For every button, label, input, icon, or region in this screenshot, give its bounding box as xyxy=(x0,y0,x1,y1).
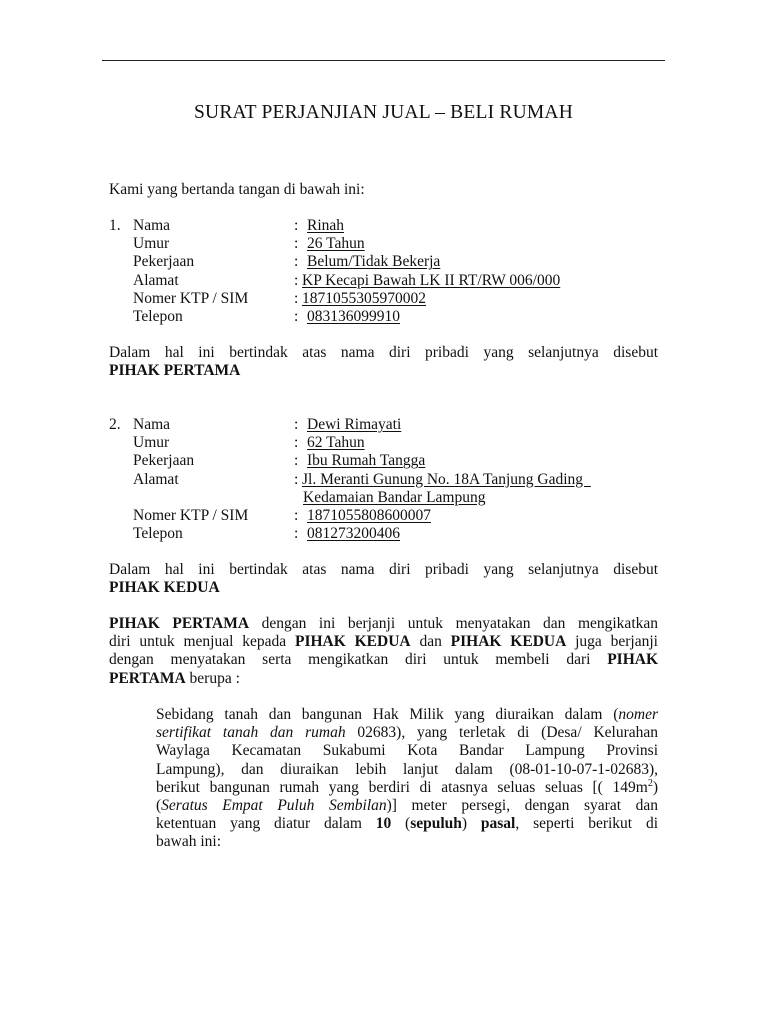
party-2-ref: PIHAK KEDUA xyxy=(294,633,411,651)
job-label: Pekerjaan xyxy=(133,253,195,271)
property-line-8: bawah ini: xyxy=(156,833,221,851)
agreement-text: juga berjanji xyxy=(566,633,658,651)
colon: : xyxy=(294,434,299,452)
property-text: ( xyxy=(391,815,411,833)
property-text: berikut bangunan rumah yang berdiri di atasnya seluas seluas [( 149m xyxy=(156,778,648,796)
party-1-age: 26 Tahun xyxy=(307,235,365,253)
party-1-job-row xyxy=(109,253,669,271)
party-1-age-row xyxy=(109,235,669,253)
property-line-7 xyxy=(156,815,658,833)
agreement-line-4 xyxy=(109,670,658,688)
property-line-5 xyxy=(156,779,658,797)
party-2-address-row xyxy=(109,471,669,489)
party-2-address-line-2: Kedamaian Bandar Lampung xyxy=(303,488,486,506)
party-1-statement xyxy=(109,344,658,380)
address-label: Alamat xyxy=(133,271,179,289)
colon: : xyxy=(294,307,299,325)
party-2-ref: PIHAK KEDUA xyxy=(450,633,567,651)
party-2-name-row xyxy=(109,416,669,434)
pasal-word: pasal xyxy=(480,815,516,833)
party-1-ref: PIHAK xyxy=(607,651,658,669)
party-1-details xyxy=(109,217,669,326)
party-1-ktp: 1871055305970002 xyxy=(302,289,426,307)
colon: : xyxy=(294,271,299,289)
ktp-label: Nomer KTP / SIM xyxy=(133,506,249,524)
name-label: Nama xyxy=(133,217,171,234)
pasal-count-words: sepuluh xyxy=(410,815,462,833)
property-text: Sebidang tanah dan bangunan Hak Milik yang diuraikan dalam ( xyxy=(156,706,619,723)
party-2-ktp: 1871055808600007 xyxy=(307,506,431,524)
colon: : xyxy=(294,525,299,543)
header-rule xyxy=(102,60,665,61)
colon: : xyxy=(294,235,299,253)
party-1-number: 1. xyxy=(109,217,121,234)
intro-text: Kami yang bertanda tangan di bawah ini: xyxy=(109,181,365,198)
party-2-age: 62 Tahun xyxy=(307,434,365,452)
party-1-phone-row xyxy=(109,308,669,326)
party-1-name: Rinah xyxy=(307,217,345,234)
colon: : xyxy=(294,253,299,271)
party-2-age-row xyxy=(109,434,669,452)
property-text: )] meter persegi, dengan syarat dan xyxy=(386,796,658,814)
party-1-role: PIHAK PERTAMA xyxy=(109,362,241,380)
agreement-line-1 xyxy=(109,615,658,633)
party-2-role: PIHAK KEDUA xyxy=(109,579,220,597)
agreement-text: dengan ini berjanji untuk menyatakan dan mengikatkan xyxy=(249,615,659,632)
party-2-job: Ibu Rumah Tangga xyxy=(307,452,426,470)
colon: : xyxy=(294,506,299,524)
colon: : xyxy=(294,416,299,433)
party-1-ktp-row xyxy=(109,290,669,308)
age-label: Umur xyxy=(133,235,170,253)
property-text: ( xyxy=(156,796,162,814)
party-1-address: KP Kecapi Bawah LK II RT/RW 006/000 xyxy=(302,271,561,289)
colon: : xyxy=(294,217,299,234)
document-title: SURAT PERJANJIAN JUAL – BELI RUMAH xyxy=(194,102,573,123)
colon: : xyxy=(294,289,299,307)
superscript-2: 2 xyxy=(647,777,653,789)
agreement-line-2 xyxy=(109,633,658,651)
party-1-ref: PERTAMA xyxy=(109,669,186,687)
name-label: Nama xyxy=(133,416,171,433)
property-text: ) xyxy=(652,778,658,796)
pasal-count: 10 xyxy=(375,815,392,833)
property-italic: nomer xyxy=(618,706,658,723)
party-2-address-row-2 xyxy=(109,489,669,507)
party-2-phone-row xyxy=(109,525,669,543)
phone-label: Telepon xyxy=(133,525,183,543)
property-text: , seperti berikut di xyxy=(515,815,658,833)
party-2-phone: 081273200406 xyxy=(307,525,400,543)
agreement-line-3 xyxy=(109,651,658,669)
phone-label: Telepon xyxy=(133,307,183,325)
property-description xyxy=(156,706,658,852)
party-1-job: Belum/Tidak Bekerja xyxy=(307,253,441,271)
party-2-address-line-1: Jl. Meranti Gunung No. 18A Tanjung Gading xyxy=(302,470,591,488)
party-2-number: 2. xyxy=(109,416,121,433)
party-2-job-row xyxy=(109,452,669,470)
job-label: Pekerjaan xyxy=(133,452,195,470)
property-line-6 xyxy=(156,797,658,815)
property-text: ketentuan yang diatur dalam xyxy=(156,815,376,833)
property-italic: Seratus Empat Puluh Sembilan xyxy=(161,796,387,814)
party-2-ktp-row xyxy=(109,507,669,525)
agreement-text: diri untuk menjual kepada xyxy=(109,633,295,651)
party-2-statement-text: Dalam hal ini bertindak atas nama diri pribadi yang selanjutnya disebut xyxy=(109,561,658,578)
ktp-label: Nomer KTP / SIM xyxy=(133,289,249,307)
property-line-4: Lampung), dan diuraikan lebih lanjut dalam (08-01-10-07-1-02683), xyxy=(156,760,658,778)
party-1-address-row xyxy=(109,272,669,290)
party-2-statement xyxy=(109,561,658,597)
agreement-text: berupa : xyxy=(185,669,240,687)
property-line-2 xyxy=(156,724,658,742)
address-label: Alamat xyxy=(133,470,179,488)
property-text: ) xyxy=(461,815,481,833)
age-label: Umur xyxy=(133,434,170,452)
property-line-1 xyxy=(156,706,658,724)
agreement-text: dan xyxy=(410,633,451,651)
agreement-text: dengan menyatakan serta mengikatkan diri untuk membeli dari xyxy=(109,651,608,669)
party-1-ref: PIHAK PERTAMA xyxy=(109,615,250,632)
party-2-details xyxy=(109,416,669,543)
party-1-statement-text: Dalam hal ini bertindak atas nama diri pribadi yang selanjutnya disebut xyxy=(109,344,658,361)
property-line-3: Waylaga Kecamatan Sukabumi Kota Bandar Lampung Provinsi xyxy=(156,742,658,760)
party-2-name: Dewi Rimayati xyxy=(307,416,402,433)
agreement-paragraph xyxy=(109,615,658,688)
colon: : xyxy=(294,470,299,488)
property-italic: sertifikat tanah dan rumah xyxy=(156,724,346,742)
party-1-phone: 083136099910 xyxy=(307,307,400,325)
property-text: 02683), yang terletak di (Desa/ Kelurahan xyxy=(345,724,658,742)
colon: : xyxy=(294,452,299,470)
party-1-name-row xyxy=(109,217,669,235)
